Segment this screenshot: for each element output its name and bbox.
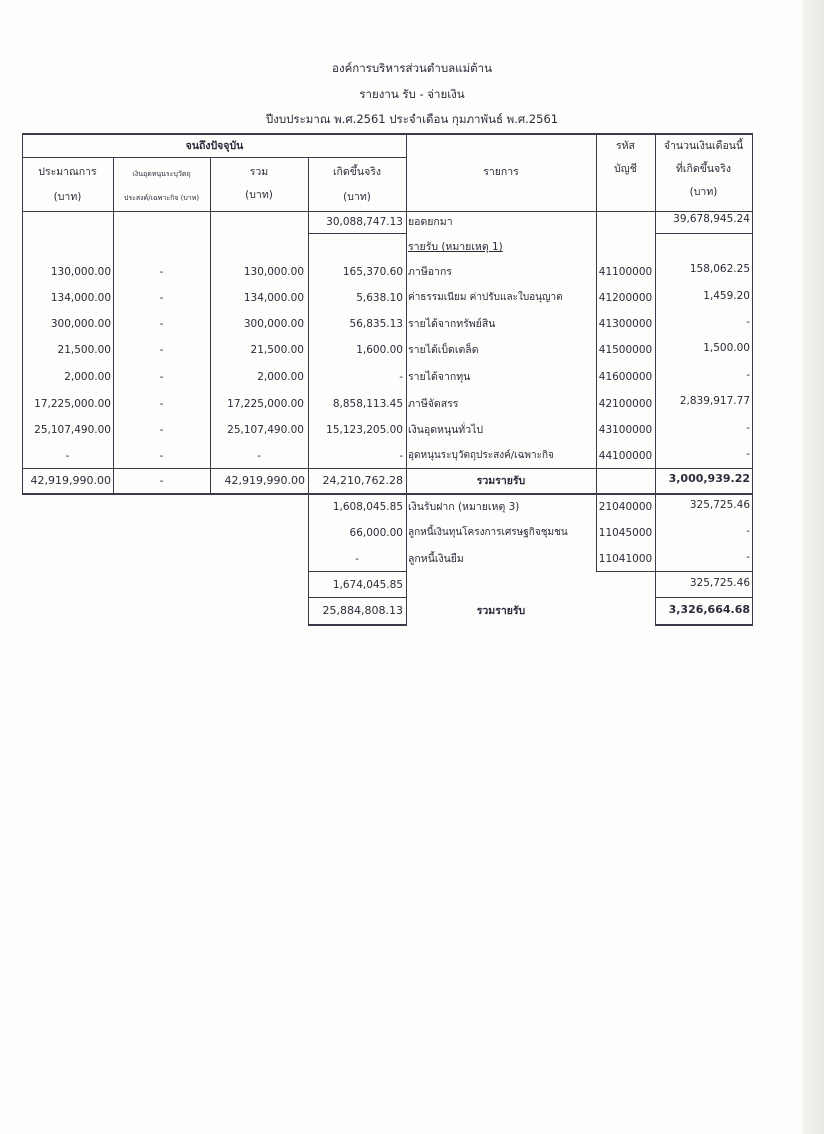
item-cell: เงินรับฝาก (หมายเหตุ 3) [408,501,520,513]
actual-cell: 15,123,205.00 [326,424,403,436]
month-cell: - [746,422,750,434]
subsidy-cell: - [159,318,164,330]
month-cell: 158,062.25 [689,263,750,275]
code-header-line2: บัญชี [614,163,637,175]
code-cell: 41500000 [598,344,653,356]
code-cell: 41600000 [598,371,653,383]
actual-cell: 5,638.10 [356,292,403,304]
code-header-line1: รหัส [616,140,635,152]
income-section-label: รายรับ (หมายเหตุ 1) [408,241,503,253]
estimate-cell: 21,500.00 [57,344,111,356]
subsidy-cell: - [159,292,164,304]
item-cell: เงินอุดหนุนทั่วไป [408,424,484,436]
total-cell: 134,000.00 [243,292,304,304]
code-cell: 43100000 [598,424,653,436]
report-title: รายงาน รับ - จ่ายเงิน [359,87,465,101]
actual-cell: 56,835.13 [349,318,403,330]
estimate-cell: 2,000.00 [64,371,111,383]
total-header: รวม [249,166,269,178]
actual-cell: - [399,371,403,383]
total-cell: 130,000.00 [243,266,304,278]
estimate-header: ประมาณการ [38,166,97,178]
to-date-header: จนถึงปัจจุบัน [185,140,244,152]
subsidy-cell: - [159,371,164,383]
month-cell: - [746,551,750,563]
total-cell: 17,225,000.00 [227,398,304,410]
code-cell: 21040000 [598,501,653,513]
total-cell: 21,500.00 [250,344,304,356]
actual-cell: 66,000.00 [349,527,403,539]
report-period: ปีงบประมาณ พ.ศ.2561 ประจำเดือน กุมภาพันธ์ พ.ศ.2561 [265,112,559,126]
item-cell: รายได้จากทรัพย์สิน [408,318,496,330]
month-total: 3,000,939.22 [668,472,750,485]
estimate-cell: 134,000.00 [50,292,111,304]
carry-forward-actual: 30,088,747.13 [326,216,403,228]
month-cell: 325,725.46 [689,499,750,511]
total-total: 42,919,990.00 [224,474,305,487]
item-cell: อุดหนุนระบุวัตถุประสงค์/เฉพาะกิจ [408,450,554,461]
actual-cell: 165,370.60 [342,266,403,278]
total-cell: 300,000.00 [243,318,304,330]
actual-unit: (บาท) [343,191,371,203]
month-header-unit: (บาท) [689,186,718,198]
subsidy-cell: - [159,344,164,356]
page-edge-shadow [802,0,824,1134]
total-cell: 2,000.00 [257,371,304,383]
estimate-cell: 25,107,490.00 [34,424,111,436]
actual-cell: - [355,553,359,565]
month-cell: 1,500.00 [703,342,750,354]
item-cell: ค่าธรรมเนียม ค่าปรับและใบอนุญาต [408,292,563,303]
total-cell: 25,107,490.00 [227,424,304,436]
subsidy-cell: - [159,266,164,278]
month-header-line2: ที่เกิดขึ้นจริง [676,163,731,175]
total-unit: (บาท) [245,189,273,201]
month-cell: - [746,448,750,460]
code-cell: 41300000 [598,318,653,330]
actual-header: เกิดขึ้นจริง [332,166,382,178]
estimate-cell: 130,000.00 [50,266,111,278]
grand-total-actual: 25,884,808.13 [322,604,403,617]
item-cell: ลูกหนี้เงินทุนโครงการเศรษฐกิจชุมชน [408,527,568,538]
estimate-unit: (บาท) [53,191,82,203]
month-cell: - [746,369,750,381]
grand-total-label: รวมรายรับ [476,605,526,617]
item-header: รายการ [483,166,519,178]
month-cell: - [746,316,750,328]
grand-total-month: 3,326,664.68 [668,603,750,616]
income-total-label: รวมรายรับ [476,475,526,487]
subsidy-header-line2: ประสงค์/เฉพาะกิจ (บาท) [123,194,200,202]
item-cell: ภาษีอากร [408,266,452,278]
estimate-cell: - [65,450,70,462]
subsidy-header-line1: เงินอุดหนุนระบุวัตถุ [132,170,191,178]
org-title: องค์การบริหารส่วนตำบลแม่ต้าน [332,61,492,75]
estimate-cell: 17,225,000.00 [34,398,111,410]
code-cell: 11041000 [598,553,653,565]
actual-cell: 8,858,113.45 [332,398,403,410]
code-cell: 42100000 [598,398,653,410]
estimate-cell: 300,000.00 [50,318,111,330]
code-cell: 11045000 [598,527,653,539]
item-cell: ลูกหนี้เงินยืม [408,553,464,565]
carry-forward-month: 39,678,945.24 [673,213,750,225]
subsidy-cell: - [159,398,164,410]
subsidy-total: - [159,475,164,487]
actual-total: 24,210,762.28 [322,474,403,487]
total-cell: - [257,450,261,462]
carry-forward-label: ยอดยกมา [408,216,453,228]
item-cell: ภาษีจัดสรร [408,398,459,410]
other-subtotal-actual: 1,674,045.85 [332,579,403,591]
other-subtotal-month: 325,725.46 [689,577,750,589]
month-header-line1: จำนวนเงินเดือนนี้ [663,140,744,152]
actual-cell: 1,608,045.85 [332,501,403,513]
code-cell: 44100000 [598,450,653,462]
subsidy-cell: - [159,424,164,436]
estimate-total: 42,919,990.00 [30,474,111,487]
actual-cell: - [399,450,403,462]
code-cell: 41200000 [598,292,653,304]
code-cell: 41100000 [598,266,653,278]
item-cell: รายได้เบ็ดเตล็ด [408,344,479,356]
month-cell: 1,459.20 [703,290,750,302]
actual-cell: 1,600.00 [356,344,403,356]
item-cell: รายได้จากทุน [408,371,471,383]
month-cell: 2,839,917.77 [679,395,750,407]
subsidy-cell: - [159,450,164,462]
month-cell: - [746,525,750,537]
